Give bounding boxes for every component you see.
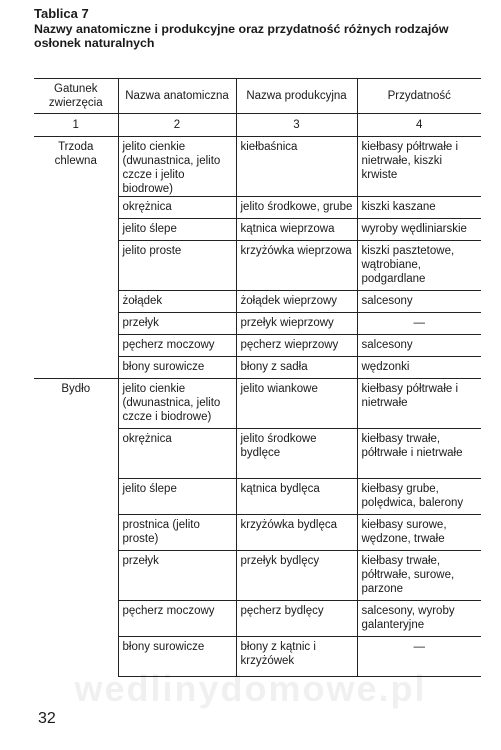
production-name-cell: krzyżówka bydlęca xyxy=(236,515,357,551)
use-cell: kiełbasy trwałe, półtrwałe, surowe, parzone xyxy=(357,551,481,601)
anatomical-name-cell: żołądek xyxy=(118,291,236,313)
table-row xyxy=(34,137,481,197)
production-name-cell: kiełbaśnica xyxy=(236,137,357,197)
table-caption: Nazwy anatomiczne i produkcyjne oraz przydatność różnych rodzajów osłonek naturalnych xyxy=(34,22,449,50)
anatomical-name-cell: okrężnica xyxy=(118,429,236,479)
use-cell: kiełbasy grube, polędwica, balerony xyxy=(357,479,481,515)
table-body xyxy=(34,114,481,677)
anatomical-name-cell: jelito ślepe xyxy=(118,479,236,515)
anatomical-name-cell: błony surowicze xyxy=(118,357,236,379)
production-name-cell: błony z kątnic i krzyżówek xyxy=(236,637,357,677)
anatomical-name-cell: prostnica (jelito proste) xyxy=(118,515,236,551)
use-cell: salcesony xyxy=(357,291,481,313)
use-cell: kiełbasy półtrwałe i nietrwałe xyxy=(357,379,481,429)
production-name-cell: błony z sadła xyxy=(236,357,357,379)
column-number-row xyxy=(34,114,481,137)
species-cell: Bydło xyxy=(34,379,118,677)
production-name-cell: żołądek wieprzowy xyxy=(236,291,357,313)
anatomical-name-cell: jelito proste xyxy=(118,241,236,291)
production-name-cell: kątnica bydlęca xyxy=(236,479,357,515)
use-cell: kiszki pasztetowe, wątrobiane, podgardlane xyxy=(357,241,481,291)
use-cell: — xyxy=(357,313,481,335)
anatomical-name-cell: błony surowicze xyxy=(118,637,236,677)
column-number: 1 xyxy=(34,114,118,137)
production-name-cell: przełyk wieprzowy xyxy=(236,313,357,335)
watermark: wedlinydomowe.pl xyxy=(74,668,427,709)
production-name-cell: jelito środkowe, grube xyxy=(236,197,357,219)
header-anatomical: Nazwa anatomiczna xyxy=(118,79,236,114)
production-name-cell: pęcherz bydlęcy xyxy=(236,601,357,637)
production-name-cell: krzyżówka wieprzowa xyxy=(236,241,357,291)
table-number: Tablica 7 xyxy=(34,6,89,21)
column-number: 3 xyxy=(236,114,357,137)
use-cell: salcesony, wyroby galanteryjne xyxy=(357,601,481,637)
production-name-cell: jelito wiankowe xyxy=(236,379,357,429)
use-cell: — xyxy=(357,637,481,677)
header-production: Nazwa produkcyjna xyxy=(236,79,357,114)
anatomical-name-cell: pęcherz moczowy xyxy=(118,335,236,357)
anatomical-name-cell: jelito cienkie (dwunastnica, jelito czcze i biodrowe) xyxy=(118,379,236,429)
anatomical-name-cell: przełyk xyxy=(118,551,236,601)
anatomical-name-cell: pęcherz moczowy xyxy=(118,601,236,637)
use-cell: kiełbasy surowe, wędzone, trwałe xyxy=(357,515,481,551)
anatomical-name-cell: okrężnica xyxy=(118,197,236,219)
anatomical-name-cell: jelito cienkie (dwunastnica, jelito czcze i jelito biodrowe) xyxy=(118,137,236,197)
anatomical-name-cell: przełyk xyxy=(118,313,236,335)
use-cell: wędzonki xyxy=(357,357,481,379)
production-name-cell: pęcherz wieprzowy xyxy=(236,335,357,357)
use-cell: kiszki kaszane xyxy=(357,197,481,219)
production-name-cell: jelito środkowe bydlęce xyxy=(236,429,357,479)
anatomical-name-cell: jelito ślepe xyxy=(118,219,236,241)
production-name-cell: przełyk bydlęcy xyxy=(236,551,357,601)
title-block xyxy=(34,6,494,50)
use-cell: kiełbasy trwałe, półtrwałe i nietrwałe xyxy=(357,429,481,479)
species-cell: Trzoda chlewna xyxy=(34,137,118,379)
use-cell: salcesony xyxy=(357,335,481,357)
casings-table xyxy=(34,78,481,677)
production-name-cell: kątnica wieprzowa xyxy=(236,219,357,241)
header-row xyxy=(34,79,481,114)
page-number: 32 xyxy=(38,710,56,727)
header-use: Przydatność xyxy=(357,79,481,114)
use-cell: wyroby wędliniarskie xyxy=(357,219,481,241)
use-cell: kiełbasy półtrwałe i nietrwałe, kiszki krwiste xyxy=(357,137,481,197)
table-row xyxy=(34,379,481,429)
header-species: Gatunek zwierzęcia xyxy=(34,79,118,114)
column-number: 2 xyxy=(118,114,236,137)
column-number: 4 xyxy=(357,114,481,137)
